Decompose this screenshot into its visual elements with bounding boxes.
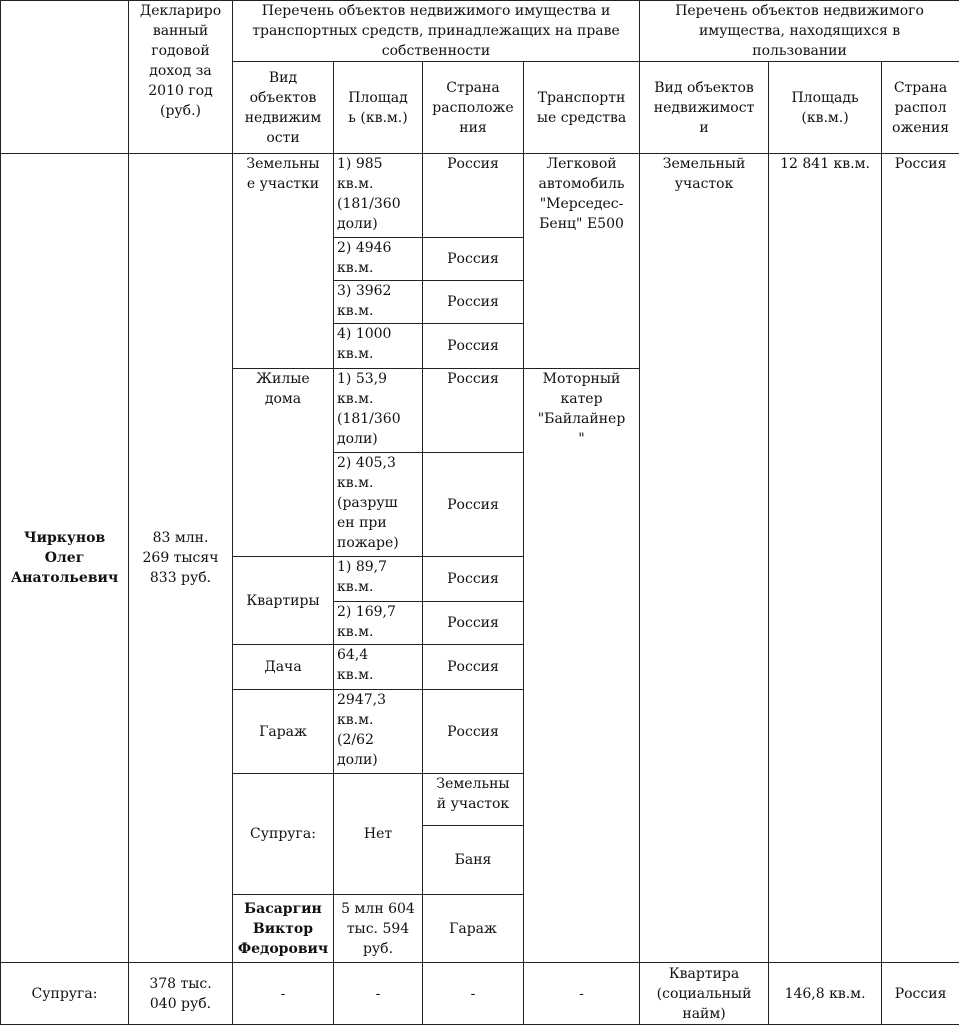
header-used-country: Страна распол ожения [882, 62, 959, 154]
header-name-cell [1, 1, 129, 154]
property-country: Россия [423, 369, 524, 453]
header-used-type: Вид объектов недвижимост и [640, 62, 769, 154]
property-area: 3) 3962 кв.м. [334, 281, 423, 324]
used-property-area: 146,8 кв.м. [769, 963, 882, 1025]
header-owned-country: Страна расположе ния [423, 62, 524, 154]
property-country: Россия [423, 453, 524, 557]
transport-vehicle: - [524, 963, 640, 1025]
property-type: Земельны й участок [423, 774, 524, 826]
property-area: 1) 89,7 кв.м. [334, 557, 423, 602]
used-property-area: 12 841 кв.м. [769, 154, 882, 963]
header-used-area: Площадь (кв.м.) [769, 62, 882, 154]
property-area: 2) 169,7 кв.м. [334, 602, 423, 645]
used-property-country: Россия [882, 154, 959, 963]
property-area: - [334, 963, 423, 1025]
person-name: Супруга: [1, 963, 129, 1025]
person-income: 378 тыс. 040 руб. [129, 963, 233, 1025]
person-income: 5 млн 604 тыс. 594 руб. [334, 895, 423, 963]
property-area: 4) 1000 кв.м. [334, 324, 423, 369]
header-owned-area: Площад ь (кв.м.) [334, 62, 423, 154]
person-income: 83 млн. 269 тысяч 833 руб. [129, 154, 233, 963]
property-country: Россия [423, 690, 524, 774]
person-name: Басаргин Виктор Федорович [233, 895, 334, 963]
used-property-type: Земельный участок [640, 154, 769, 963]
property-area: 2) 4946 кв.м. [334, 238, 423, 281]
transport-vehicle: Легковой автомобиль "Мерседес- Бенц" Е500 [524, 154, 640, 369]
property-country: Россия [423, 324, 524, 369]
property-area: 2) 405,3 кв.м. (разруш ен при пожаре) [334, 453, 423, 557]
property-area: 1) 53,9 кв.м. (181/360 доли) [334, 369, 423, 453]
property-country: Россия [423, 238, 524, 281]
used-property-country: Россия [882, 963, 959, 1025]
person-income: Нет [334, 774, 423, 895]
property-country: Россия [423, 154, 524, 238]
header-owned-group: Перечень объектов недвижимого имущества и транспортных средств, принадлежащих на праве собственности [233, 1, 640, 62]
property-type: Гараж [233, 690, 334, 774]
property-area: 64,4 кв.м. [334, 645, 423, 690]
header-owned-transport: Транспортн ые средства [524, 62, 640, 154]
header-owned-type: Вид объектов недвижим ости [233, 62, 334, 154]
property-country: Россия [423, 281, 524, 324]
property-country: Россия [423, 602, 524, 645]
property-type: Земельны е участки [233, 154, 334, 369]
property-country: - [423, 963, 524, 1025]
property-type: Квартиры [233, 557, 334, 645]
property-country: Россия [423, 557, 524, 602]
property-area: 2947,3 кв.м. (2/62 доли) [334, 690, 423, 774]
property-type: Гараж [423, 895, 524, 963]
used-property-type: Квартира (социальный найм) [640, 963, 769, 1025]
property-type: - [233, 963, 334, 1025]
person-name: Супруга: [233, 774, 334, 895]
header-declared-income: Деклариро ванный годовой доход за 2010 год (руб.) [129, 1, 233, 154]
property-type: Дача [233, 645, 334, 690]
person-name: Чиркунов Олег Анатольевич [1, 154, 129, 963]
transport-vehicle: Моторный катер "Байлайнер " [524, 369, 640, 963]
property-type: Жилые дома [233, 369, 334, 557]
property-area: 1) 985 кв.м. (181/360 доли) [334, 154, 423, 238]
header-used-group: Перечень объектов недвижимого имущества, находящихся в пользовании [640, 1, 959, 62]
property-type: Баня [423, 826, 524, 895]
property-country: Россия [423, 645, 524, 690]
